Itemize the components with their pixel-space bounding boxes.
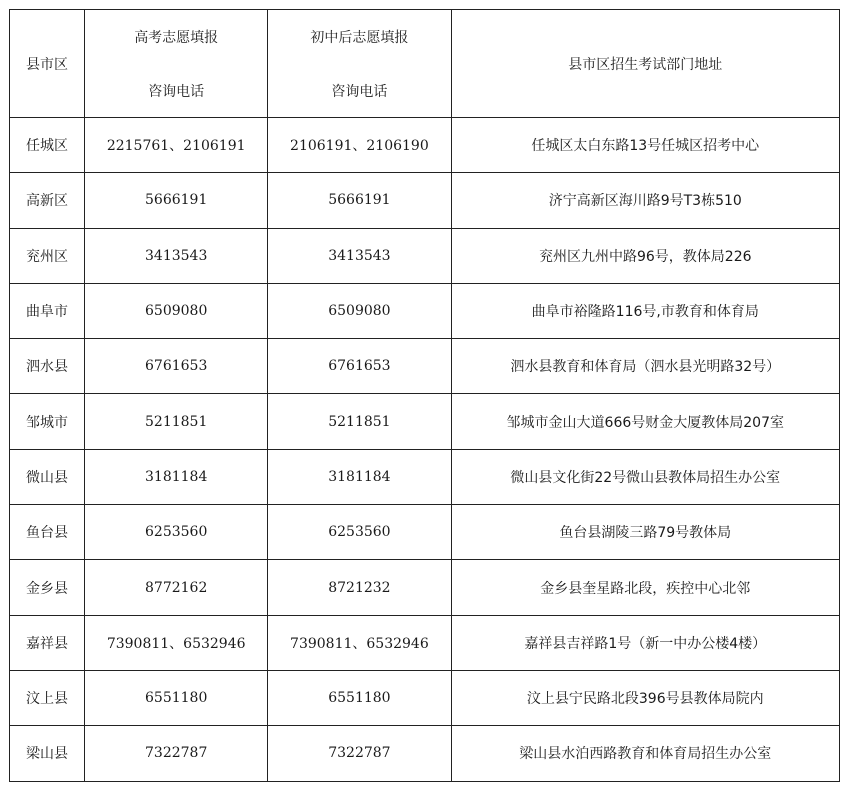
cell-zhongkao-phone: 6509080 xyxy=(268,283,451,338)
header-gaokao-title: 高考志愿填报 xyxy=(134,29,219,46)
header-zhongkao-phone xyxy=(268,10,451,118)
cell-address: 汶上县宁民路北段396号县教体局院内 xyxy=(451,670,839,725)
cell-address: 嘉祥县吉祥路1号（新一中办公楼4楼） xyxy=(451,615,839,670)
cell-zhongkao-phone: 3413543 xyxy=(268,228,451,283)
cell-address: 任城区太白东路13号任城区招考中心 xyxy=(451,118,839,173)
cell-zhongkao-phone: 6253560 xyxy=(268,505,451,560)
cell-address: 邹城市金山大道666号财金大厦教体局207室 xyxy=(451,394,839,449)
cell-area: 嘉祥县 xyxy=(10,615,85,670)
cell-address: 梁山县水泊西路教育和体育局招生办公室 xyxy=(451,726,839,781)
cell-address: 微山县文化街22号微山县教体局招生办公室 xyxy=(451,449,839,504)
cell-area: 邹城市 xyxy=(10,394,85,449)
cell-address: 泗水县教育和体育局（泗水县光明路32号） xyxy=(451,339,839,394)
cell-gaokao-phone: 2215761、2106191 xyxy=(85,118,268,173)
table-row xyxy=(10,228,840,283)
cell-gaokao-phone: 5666191 xyxy=(85,173,268,228)
table-row xyxy=(10,670,840,725)
table-row xyxy=(10,118,840,173)
header-zhongkao-subtitle: 咨询电话 xyxy=(331,83,388,100)
table-header-row xyxy=(10,10,840,118)
cell-zhongkao-phone: 7390811、6532946 xyxy=(268,615,451,670)
header-gaokao-subtitle: 咨询电话 xyxy=(148,83,205,100)
cell-address: 曲阜市裕隆路116号,市教育和体育局 xyxy=(451,283,839,338)
cell-zhongkao-phone: 3181184 xyxy=(268,449,451,504)
cell-gaokao-phone: 6509080 xyxy=(85,283,268,338)
header-address: 县市区招生考试部门地址 xyxy=(451,10,839,118)
cell-gaokao-phone: 6253560 xyxy=(85,505,268,560)
header-area: 县市区 xyxy=(10,10,85,118)
cell-area: 任城区 xyxy=(10,118,85,173)
cell-area: 鱼台县 xyxy=(10,505,85,560)
cell-address: 金乡县奎星路北段，疾控中心北邻 xyxy=(451,560,839,615)
cell-area: 汶上县 xyxy=(10,670,85,725)
cell-gaokao-phone: 7390811、6532946 xyxy=(85,615,268,670)
cell-address: 兖州区九州中路96号，教体局226 xyxy=(451,228,839,283)
cell-gaokao-phone: 8772162 xyxy=(85,560,268,615)
cell-zhongkao-phone: 6551180 xyxy=(268,670,451,725)
table-row xyxy=(10,505,840,560)
cell-zhongkao-phone: 5666191 xyxy=(268,173,451,228)
cell-address: 鱼台县湖陵三路79号教体局 xyxy=(451,505,839,560)
consultation-table xyxy=(9,9,840,782)
header-gaokao-phone xyxy=(85,10,268,118)
cell-gaokao-phone: 6551180 xyxy=(85,670,268,725)
table-row xyxy=(10,394,840,449)
cell-gaokao-phone: 7322787 xyxy=(85,726,268,781)
cell-gaokao-phone: 6761653 xyxy=(85,339,268,394)
cell-gaokao-phone: 5211851 xyxy=(85,394,268,449)
table-row xyxy=(10,449,840,504)
table-row xyxy=(10,560,840,615)
cell-address: 济宁高新区海川路9号T3栋510 xyxy=(451,173,839,228)
cell-area: 金乡县 xyxy=(10,560,85,615)
table-row xyxy=(10,173,840,228)
cell-area: 泗水县 xyxy=(10,339,85,394)
cell-zhongkao-phone: 8721232 xyxy=(268,560,451,615)
cell-gaokao-phone: 3413543 xyxy=(85,228,268,283)
cell-area: 梁山县 xyxy=(10,726,85,781)
cell-zhongkao-phone: 5211851 xyxy=(268,394,451,449)
cell-area: 曲阜市 xyxy=(10,283,85,338)
cell-gaokao-phone: 3181184 xyxy=(85,449,268,504)
header-zhongkao-title: 初中后志愿填报 xyxy=(310,29,409,46)
cell-area: 兖州区 xyxy=(10,228,85,283)
cell-zhongkao-phone: 2106191、2106190 xyxy=(268,118,451,173)
table-row xyxy=(10,615,840,670)
table-row xyxy=(10,339,840,394)
table-row xyxy=(10,726,840,781)
cell-area: 微山县 xyxy=(10,449,85,504)
cell-zhongkao-phone: 6761653 xyxy=(268,339,451,394)
cell-zhongkao-phone: 7322787 xyxy=(268,726,451,781)
cell-area: 高新区 xyxy=(10,173,85,228)
table-row xyxy=(10,283,840,338)
